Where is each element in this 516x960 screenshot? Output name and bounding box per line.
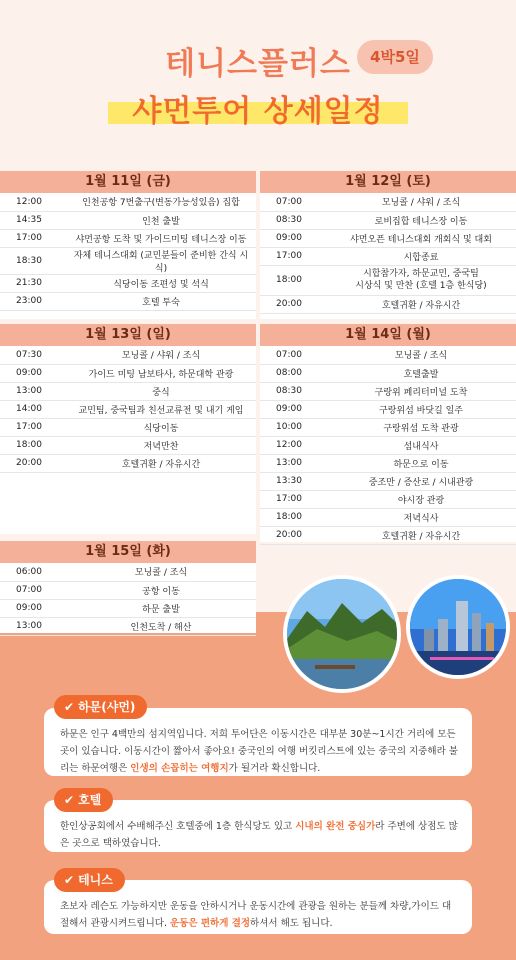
schedule-time: 08:30 [260,211,332,229]
schedule-time: 17:00 [260,490,332,508]
schedule-row [0,436,256,454]
city-skyline-photo [406,575,510,679]
schedule-activity: 자체 테니스대회 (교민분들이 준비한 간식 시식) [72,247,256,274]
info-tag-label: 호텔 [78,793,102,807]
schedule-activity: 모닝콜 / 조식 [72,563,256,581]
mountain-lake-photo [283,575,401,693]
info-text-post: 가 될거라 확신합니다. [228,763,321,774]
schedule-row [260,247,516,265]
schedule-activity: 샤먼오픈 테니스대회 개회식 및 대회 [332,229,516,247]
schedule-row [0,364,256,382]
schedule-row [260,193,516,211]
schedule-row [0,454,256,472]
day-schedule-jan15 [0,541,256,633]
schedule-time: 21:30 [0,274,72,292]
schedule-activity: 중식 [72,382,256,400]
schedule-activity: 하문으로 이동 [332,454,516,472]
schedule-row [0,193,256,211]
schedule-activity: 호텔귀환 / 자유시간 [72,454,256,472]
schedule-time: 13:00 [260,454,332,472]
info-tag-label: 테니스 [78,873,113,887]
schedule-activity: 공항 이동 [72,581,256,599]
schedule-time: 18:30 [0,247,72,274]
schedule-activity: 호텔출발 [332,364,516,382]
schedule-row [260,295,516,313]
schedule-row [0,418,256,436]
schedule-row [260,364,516,382]
schedule-activity: 교민팀, 중국팀과 친선교류전 및 내기 게임 [72,400,256,418]
page-subtitle: 샤먼투어 상세일정 [132,94,384,129]
schedule-row [260,418,516,436]
schedule-table [260,193,516,314]
schedule-time: 07:00 [260,193,332,211]
schedule-activity: 시합참가자, 하문교민, 중국팀 시상식 및 만찬 (호텔 1층 한식당) [332,265,516,295]
schedule-activity: 모닝콜 / 샤워 / 조식 [332,193,516,211]
schedule-time: 09:00 [0,599,72,617]
info-text-pre: 초보자 레슨도 가능하지만 운동을 안하시거나 운동시간에 관광을 원하는 분들께 차량,가이드 대절해서 관광시켜드립니다. [60,901,452,929]
schedule-time: 20:00 [260,526,332,544]
schedule-activity: 구랑위 페리터미널 도착 [332,382,516,400]
info-tag-label: 하문(샤먼) [78,700,136,714]
schedule-table [0,346,256,473]
day-schedule-jan13 [0,324,256,534]
schedule-table [260,346,516,545]
schedule-row [260,400,516,418]
schedule-activity: 야시장 관광 [332,490,516,508]
schedule-row [260,454,516,472]
schedule-time: 13:00 [0,382,72,400]
schedule-row [0,382,256,400]
schedule-activity: 호텔귀환 / 자유시간 [332,295,516,313]
day-header: 1월 11일 (금) [0,171,256,193]
duration-badge: 4박5일 [357,40,433,74]
schedule-activity: 로비집합 테니스장 이동 [332,211,516,229]
info-text-pre: 하문은 인구 4백만의 섬지역입니다. 저희 투어단은 이동시간은 대부분 30분~1시간 거리에 모든 곳이 있습니다. 이동시간이 짧아서 좋아요! 중국인의 여행 버킷리스트에 있는 중국의 지중해라 불리는 하문여행은 [60,729,458,774]
info-text-post: 하셔서 해도 됩니다. [250,918,333,929]
schedule-row [260,490,516,508]
schedule-time: 13:30 [260,472,332,490]
schedule-row [0,346,256,364]
schedule-activity: 가이드 미팅 남보타사, 하문대학 관광 [72,364,256,382]
schedule-activity: 인천 출발 [72,211,256,229]
schedule-activity: 인천공항 7번출구(변동가능성있음) 집합 [72,193,256,211]
day-schedule-jan11 [0,171,256,319]
schedule-row [0,292,256,310]
schedule-time: 12:00 [0,193,72,211]
schedule-activity: 샤먼공항 도착 및 가이드미팅 테니스장 이동 [72,229,256,247]
schedule-activity: 식당이동 [72,418,256,436]
schedule-activity: 중조만 / 증산로 / 시내관광 [332,472,516,490]
schedule-time: 07:00 [260,346,332,364]
schedule-activity: 식당이동 조편성 및 석식 [72,274,256,292]
info-text-em: 인생의 손꼽히는 여행지 [130,763,229,774]
schedule-time: 09:00 [260,400,332,418]
schedule-row [0,599,256,617]
schedule-time: 20:00 [260,295,332,313]
schedule-row [0,563,256,581]
schedule-row [0,247,256,274]
info-text-pre: 한인상공회에서 수배해주신 호텔중에 1층 한식당도 있고 [60,821,296,832]
info-text-post: 라 주변에 상점도 많은 곳으로 택하였습니다. [60,821,458,849]
day-schedule-jan14 [260,324,516,542]
schedule-row [0,211,256,229]
schedule-row [0,229,256,247]
schedule-time: 13:00 [0,617,72,635]
schedule-time: 17:00 [260,247,332,265]
schedule-time: 10:00 [260,418,332,436]
schedule-row [260,229,516,247]
schedule-activity: 호텔 투숙 [72,292,256,310]
day-header: 1월 14일 (월) [260,324,516,346]
schedule-time: 17:00 [0,418,72,436]
info-tag-xiamen [54,695,147,719]
day-header: 1월 12일 (토) [260,171,516,193]
schedule-row [260,526,516,544]
schedule-time: 12:00 [260,436,332,454]
schedule-time: 06:00 [0,563,72,581]
schedule-row [260,472,516,490]
schedule-time: 23:00 [0,292,72,310]
schedule-time: 18:00 [260,508,332,526]
day-header: 1월 15일 (화) [0,541,256,563]
schedule-time: 09:00 [0,364,72,382]
info-text-em: 시내의 완전 중심가 [295,821,376,832]
schedule-time: 08:30 [260,382,332,400]
schedule-activity: 모닝콜 / 샤워 / 조식 [72,346,256,364]
day-header: 1월 13일 (일) [0,324,256,346]
schedule-activity: 섬내식사 [332,436,516,454]
schedule-time: 09:00 [260,229,332,247]
day-schedule-jan12 [260,171,516,319]
check-icon: ✔ [64,793,75,807]
schedule-activity: 구랑위섬 도착 관광 [332,418,516,436]
schedule-row [0,581,256,599]
schedule-time: 18:00 [0,436,72,454]
schedule-activity: 인천도착 / 해산 [72,617,256,635]
schedule-time: 07:30 [0,346,72,364]
schedule-table [0,193,256,311]
schedule-row [260,211,516,229]
schedule-time: 14:35 [0,211,72,229]
schedule-row [0,400,256,418]
schedule-time: 20:00 [0,454,72,472]
schedule-row [260,346,516,364]
check-icon: ✔ [64,700,75,714]
schedule-row [260,436,516,454]
schedule-row [260,382,516,400]
schedule-time: 18:00 [260,265,332,295]
info-text-em: 운동은 편하게 결정 [170,918,251,929]
header-background [0,0,516,170]
schedule-time: 07:00 [0,581,72,599]
schedule-row [260,508,516,526]
schedule-activity: 저녁만찬 [72,436,256,454]
schedule-time: 14:00 [0,400,72,418]
schedule-activity: 저녁식사 [332,508,516,526]
schedule-row [0,617,256,635]
schedule-activity: 호텔귀환 / 자유시간 [332,526,516,544]
schedule-row [260,265,516,295]
info-tag-hotel [54,788,113,812]
schedule-activity: 하문 출발 [72,599,256,617]
schedule-time: 17:00 [0,229,72,247]
page-title: 테니스플러스 [165,46,351,82]
schedule-time: 08:00 [260,364,332,382]
schedule-activity: 시합종료 [332,247,516,265]
check-icon: ✔ [64,873,75,887]
schedule-activity: 모닝콜 / 조식 [332,346,516,364]
schedule-table [0,563,256,636]
schedule-row [0,274,256,292]
schedule-activity: 구랑위섬 바닷길 일주 [332,400,516,418]
info-tag-tennis [54,868,125,892]
